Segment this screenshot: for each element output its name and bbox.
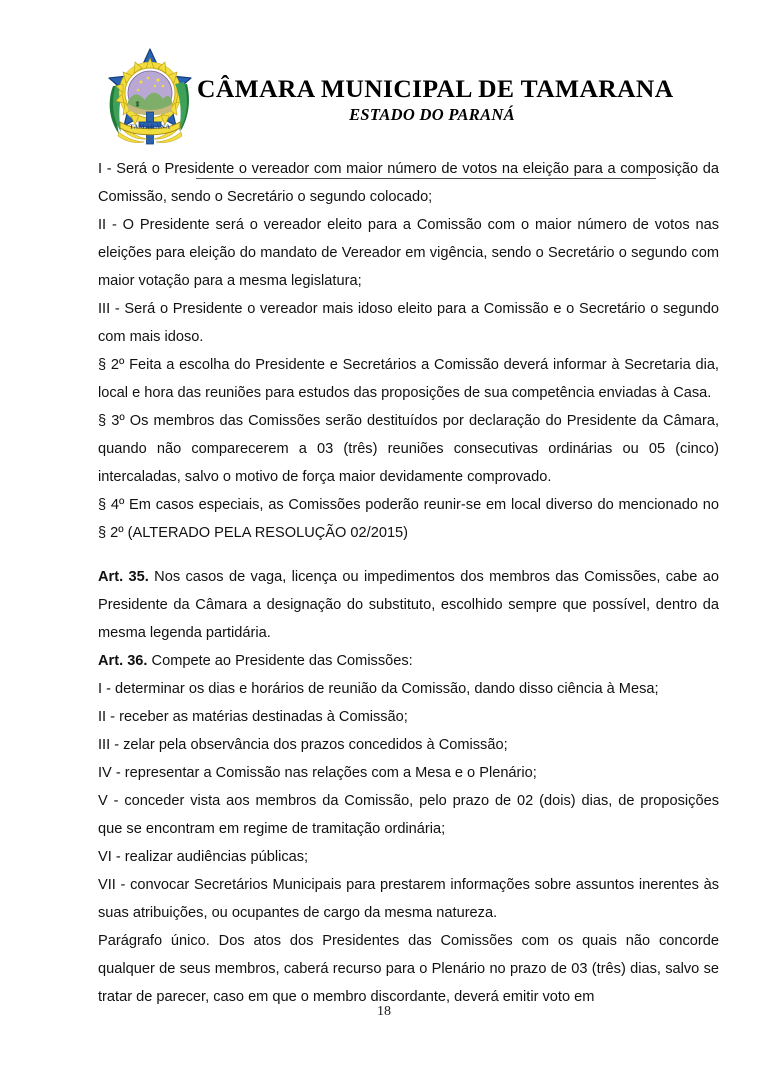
letterhead — [0, 44, 768, 144]
paragraph-paragrafo-2: § 2º Feita a escolha do Presidente e Secretários a Comissão deverá informar à Secretaria dia, local e hora das reuniões para estudos das proposições de sua competência enviadas à Casa. — [98, 357, 719, 401]
art-36-text: Compete ao Presidente das Comissões: — [147, 653, 413, 669]
tamarana-coat-of-arms-icon — [103, 46, 197, 146]
paragraph-paragrafo-4: § 4º Em casos especiais, as Comissões poderão reunir-se em local diverso do mencionado no § 2º (ALTERADO PELA RESOLUÇÃO 02/2015) — [98, 497, 719, 541]
paragraph-art36-inciso-iii: III - zelar pela observância dos prazos concedidos à Comissão; — [98, 737, 508, 753]
organization-title: CÂMARA MUNICIPAL DE TAMARANA — [197, 74, 674, 103]
organization-subtitle: ESTADO DO PARANÁ — [349, 104, 515, 124]
paragraph-inciso-i: I - Será o Presidente o vereador com maior número de votos na eleição para a composição da Comissão, sendo o Secretário o segundo colocado; — [98, 161, 719, 205]
crest-banner-text: TAMARANA — [129, 123, 171, 131]
art-35-text: Nos casos de vaga, licença ou impedimentos dos membros das Comissões, cabe ao Presidente da Câmara a designação do substituto, escolhido sempre que possível, dentro da mesma legenda partidária. — [98, 569, 720, 641]
header-titles — [197, 74, 674, 125]
paragraph-art36-inciso-iv: IV - representar a Comissão nas relações com a Mesa e o Plenário; — [98, 765, 537, 781]
document-body — [98, 155, 719, 1011]
paragraph-inciso-iii: III - Será o Presidente o vereador mais idoso eleito para a Comissão e o Secretário o segundo com mais idoso. — [98, 301, 719, 345]
page-number: 18 — [377, 1004, 391, 1019]
paragraph-art-35 — [98, 563, 719, 647]
paragraph-art-36 — [98, 647, 719, 675]
paragraph-art36-inciso-v: V - conceder vista aos membros da Comissão, pelo prazo de 02 (dois) dias, de proposições que se encontram em regime de tramitação ordinária; — [98, 793, 719, 837]
paragraph-inciso-ii: II - O Presidente será o vereador eleito para a Comissão com o maior número de votos nas eleições para eleição do mandato de Vereador em vigência, sendo o Secretário o segundo com maior votação para a mesma legislatura; — [98, 217, 719, 289]
art-36-label: Art. 36. — [98, 653, 148, 669]
paragraph-art36-inciso-vii: VII - convocar Secretários Municipais para prestarem informações sobre assuntos inerentes às suas atribuições, ou ocupantes de cargo da mesma natureza. — [98, 877, 719, 921]
paragraph-art36-inciso-vi: VI - realizar audiências públicas; — [98, 849, 309, 865]
paragraph-paragrafo-3: § 3º Os membros das Comissões serão destituídos por declaração do Presidente da Câmara, quando não comparecerem a 03 (três) reuniões consecutivas ordinárias ou 05 (cinco) intercaladas, salvo o motivo de força maior devidamente comprovado. — [98, 413, 719, 485]
art-35-label: Art. 35. — [98, 569, 149, 585]
paragraph-art36-inciso-i: I - determinar os dias e horários de reunião da Comissão, dando disso ciência à Mesa; — [98, 681, 659, 697]
paragraph-art36-inciso-ii: II - receber as matérias destinadas à Comissão; — [98, 709, 408, 725]
paragraph-paragrafo-unico: Parágrafo único. Dos atos dos Presidentes das Comissões com os quais não concorde qualquer de seus membros, caberá recurso para o Plenário no prazo de 03 (três) dias, salvo se tratar de parecer, caso em que o membro discordante, deverá emitir voto em — [98, 933, 719, 1005]
